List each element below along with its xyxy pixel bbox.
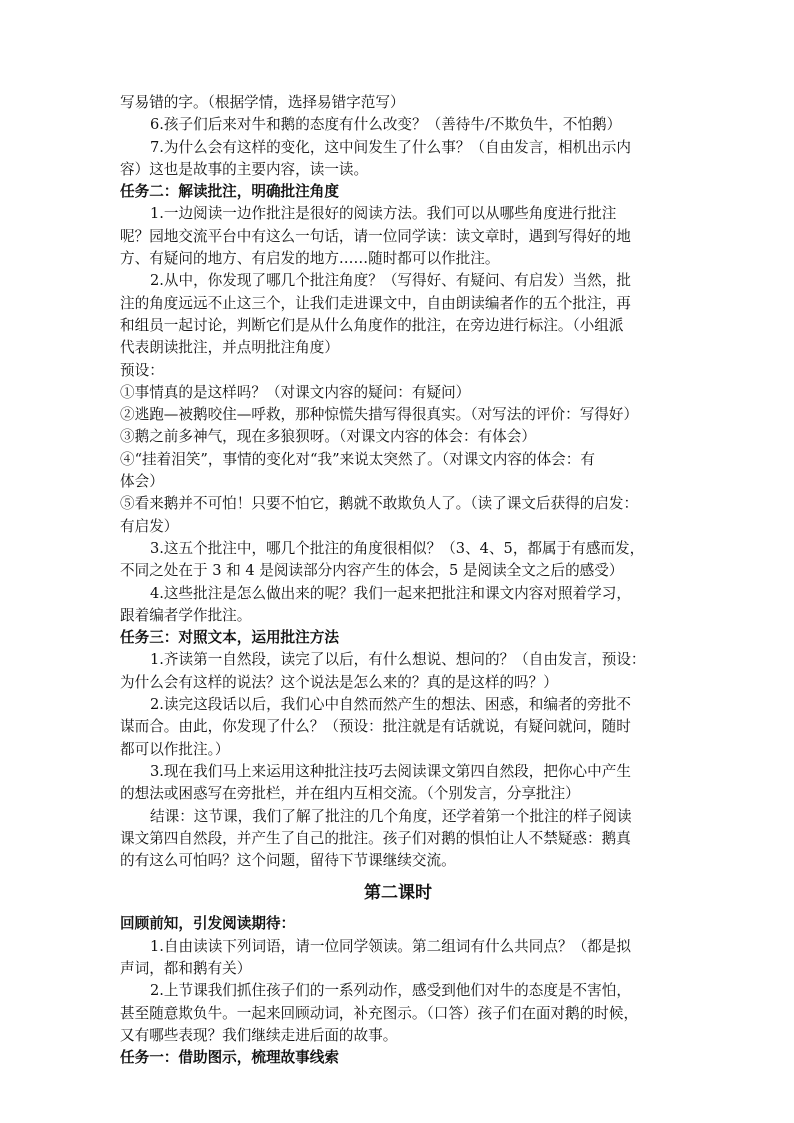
paragraph-line: 为什么会有这样的说法？这个说法是怎么来的？真的是这样的吗？） <box>120 673 558 691</box>
paragraph-line: 声词，都和鹅有关） <box>120 959 252 977</box>
paragraph-line: ④“挂着泪笑”，事情的变化对“我”来说太突然了。（对课文内容的体会：有 <box>120 450 595 468</box>
paragraph-line: 课文第四自然段，并产生了自己的批注。孩子们对鹅的惧怕让人不禁疑惑：鹅真 <box>120 829 631 847</box>
section-title: 第二课时 <box>364 883 432 904</box>
lesson-body-part-two <box>120 913 676 1069</box>
paragraph-line: 4.这些批注是怎么做出来的呢？我们一起来把批注和课文内容对照着学习， <box>150 584 631 602</box>
paragraph-line: 2.读完这段话以后，我们心中自然而然产生的想法、困惑，和编者的旁批不 <box>150 696 631 714</box>
paragraph-line: 3.这五个批注中，哪几个批注的角度很相似？（3、4、5，都属于有感而发， <box>150 539 645 557</box>
paragraph-line: ⑤看来鹅并不可怕！只要不怕它，鹅就不敢欺负人了。（读了课文后获得的启发： <box>120 495 639 513</box>
paragraph-line: 不同之处在于 3 和 4 是阅读部分内容产生的体会，5 是阅读全文之后的感受） <box>120 562 624 580</box>
lesson-body-part-one <box>120 92 676 872</box>
section-heading: 任务三：对照文本，运用批注方法 <box>120 629 339 647</box>
paragraph-line: 7.为什么会有这样的变化，这中间发生了什么事？（自由发言，相机出示内 <box>150 138 631 156</box>
paragraph-line: 方、有疑问的地方、有启发的地方……随时都可以作批注。 <box>120 250 500 268</box>
paragraph-line: 2.从中，你发现了哪几个批注角度？（写得好、有疑问、有启发）当然，批 <box>150 272 631 290</box>
paragraph-line: ③鹅之前多神气，现在多狼狈呀。（对课文内容的体会：有体会） <box>120 428 536 446</box>
paragraph-line: 的想法或困惑写在旁批栏，并在组内互相交流。（个别发言，分享批注） <box>120 785 580 803</box>
paragraph-line: 结课：这节课，我们了解了批注的几个角度，还学着第一个批注的样子阅读 <box>150 807 632 825</box>
paragraph-line: 容）这也是故事的主要内容，读一读。 <box>120 160 369 178</box>
paragraph-line: 谋而合。由此，你发现了什么？（预设：批注就是有话就说，有疑问就问，随时 <box>120 718 631 736</box>
paragraph-line: ②逃跑—被鹅咬住—呼救，那种惊慌失措写得很真实。（对写法的评价：写得好） <box>120 406 639 424</box>
paragraph-line: 预设： <box>120 361 164 379</box>
paragraph-line: 甚至随意欺负牛。一起来回顾动词，补充图示。（口答）孩子们在面对鹅的时候， <box>120 1004 639 1022</box>
paragraph-line: 6.孩子们后来对牛和鹅的态度有什么改变？（善待牛/不欺负牛，不怕鹅） <box>150 116 622 134</box>
paragraph-line: ①事情真的是这样吗？（对课文内容的疑问：有疑问） <box>120 383 471 401</box>
paragraph-line: 2.上节课我们抓住孩子们的一系列动作，感受到他们对牛的态度是不害怕， <box>150 982 631 1000</box>
paragraph-line: 有启发） <box>120 517 179 535</box>
paragraph-line: 都可以作批注。） <box>120 740 230 758</box>
paragraph-line: 跟着编者学作批注。 <box>120 606 252 624</box>
paragraph-line: 又有哪些表现？我们继续走进后面的故事。 <box>120 1026 398 1044</box>
paragraph-line: 写易错的字。（根据学情，选择易错字范写） <box>120 94 405 111</box>
section-heading: 任务二：解读批注，明确批注角度 <box>120 183 339 201</box>
paragraph-line: 呢？园地交流平台中有这么一句话，请一位同学读：读文章时，遇到写得好的地 <box>120 227 631 245</box>
paragraph-line: 代表朗读批注，并点明批注角度） <box>120 339 339 357</box>
paragraph-line: 3.现在我们马上来运用这种批注技巧去阅读课文第四自然段，把你心中产生 <box>150 762 631 780</box>
paragraph-line: 1.自由读读下列词语，请一位同学领读。第二组词有什么共同点？（都是拟 <box>150 937 631 955</box>
paragraph-line: 1.一边阅读一边作批注是很好的阅读方法。我们可以从哪些角度进行批注 <box>150 205 617 223</box>
document-page <box>120 92 676 1069</box>
paragraph-line: 体会） <box>120 473 164 491</box>
paragraph-line: 注的角度远远不止这三个，让我们走进课文中，自由朗读编者作的五个批注，再 <box>120 294 631 312</box>
section-heading: 任务一：借助图示，梳理故事线索 <box>120 1049 339 1067</box>
section-heading: 回顾前知，引发阅读期待： <box>120 915 296 933</box>
paragraph-line: 的有这么可怕吗？这个问题，留待下节课继续交流。 <box>120 852 456 870</box>
paragraph-line: 和组员一起讨论，判断它们是从什么角度作的批注，在旁边进行标注。（小组派 <box>120 316 624 334</box>
paragraph-line: 1.齐读第一自然段，读完了以后，有什么想说、想问的？（自由发言，预设： <box>150 651 646 669</box>
